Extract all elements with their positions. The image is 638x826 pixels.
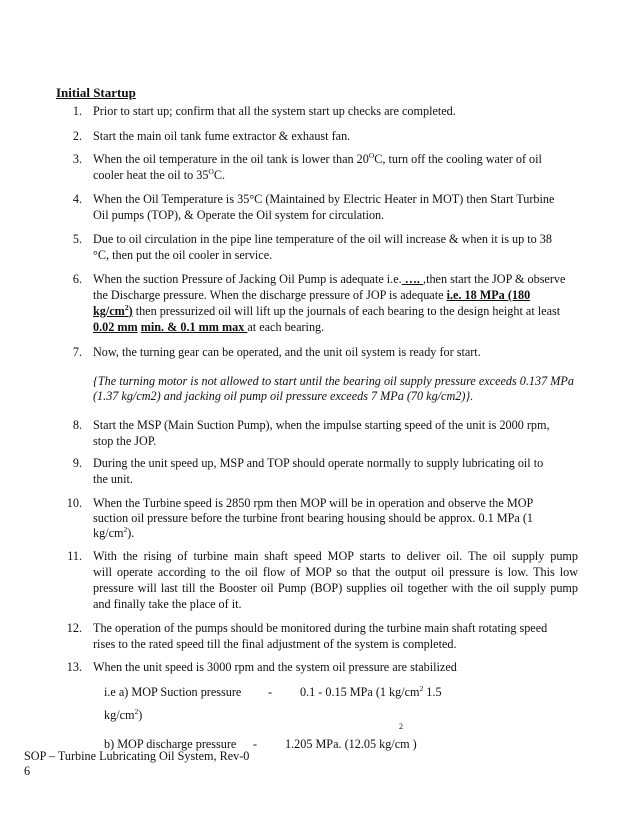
text-run: ) — [138, 708, 143, 722]
sub-item-value: 1.205 MPa. (12.05 kg/cm ) — [285, 737, 417, 751]
emphasis-value: i.e. 18 MPa (180 — [446, 288, 531, 302]
italic-note: (1.37 kg/cm2) and jacking oil pump oil pressure exceeds 7 MPa (70 kg/cm2)}. — [93, 389, 474, 403]
text-run: ) — [128, 304, 133, 318]
item-text: °C, then put the oil cooler in service. — [93, 248, 273, 262]
page-number: 6 — [24, 764, 31, 778]
item-text — [93, 288, 530, 303]
item-number: 11. — [67, 549, 82, 563]
text-run: kg/cm — [93, 304, 125, 318]
item-text: will operate according to the oil flow of MOP so that the output oil pressure is low. This low — [93, 565, 578, 579]
text-run: 1.5 — [423, 685, 442, 699]
text-run: C, turn off the cooling water of oil — [374, 152, 542, 166]
text-run: When the suction Pressure of Jacking Oil Pump is adequate i.e. — [93, 272, 402, 286]
text-run: ). — [127, 526, 135, 540]
text-run: 0.1 - 0.15 MPa (1 kg/cm — [300, 685, 420, 699]
text-run: cooler heat the oil to 35 — [93, 168, 209, 182]
text-run: then pressurized oil will lift up the journals of each bearing to the design height at least — [132, 304, 561, 318]
item-text: Start the MSP (Main Suction Pump), when the impulse starting speed of the unit is 2000 rpm, — [93, 418, 550, 432]
blank-value: …. — [401, 272, 424, 286]
item-number: 8. — [72, 418, 82, 432]
item-text: Now, the turning gear can be operated, and the unit oil system is ready for start. — [93, 345, 481, 359]
section-heading: Initial Startup — [56, 85, 136, 100]
footer-title: SOP – Turbine Lubricating Oil System, Rev-0 — [24, 749, 250, 763]
superscript: 2 — [123, 524, 128, 534]
item-text — [93, 168, 225, 183]
item-number: 1. — [72, 104, 82, 118]
text-run: at each bearing. — [247, 320, 325, 334]
item-number: 9. — [72, 456, 82, 470]
italic-note: {The turning motor is not allowed to start until the bearing oil supply pressure exceeds 0.137 MPa — [93, 374, 574, 388]
text-run: ,then start the JOP & observe — [423, 272, 566, 286]
emphasis-value — [93, 304, 133, 318]
item-text — [93, 304, 560, 319]
item-number: 5. — [72, 232, 82, 246]
item-number: 10. — [66, 496, 82, 510]
item-text: With the rising of turbine main shaft speed MOP starts to deliver oil. The oil supply pump — [93, 549, 578, 563]
item-text: rises to the rated speed till the final adjustment of the system is completed. — [93, 637, 457, 651]
item-text: and finally take the place of it. — [93, 597, 242, 611]
item-text: When the Oil Temperature is 35°C (Maintained by Electric Heater in MOT) then Start Turbine — [93, 192, 555, 206]
sub-item-label: i.e a) MOP Suction pressure — [104, 685, 242, 699]
item-number: 2. — [72, 129, 82, 143]
item-text: When the unit speed is 3000 rpm and the system oil pressure are stabilized — [93, 660, 457, 674]
text-run: kg/cm — [104, 708, 135, 722]
superscript: 2 — [134, 706, 139, 716]
item-text — [93, 272, 565, 287]
item-text: Start the main oil tank fume extractor & exhaust fan. — [93, 129, 351, 143]
sub-item-label: b) MOP discharge pressure — [104, 737, 237, 751]
superscript: 2 — [419, 683, 424, 693]
item-text — [93, 526, 134, 541]
item-number: 12. — [66, 621, 82, 635]
item-text: Oil pumps (TOP), & Operate the Oil system for circulation. — [93, 208, 385, 222]
emphasis-value: 0.02 mm — [93, 320, 138, 334]
dash: - — [268, 685, 273, 699]
superscript: O — [368, 150, 375, 160]
emphasis-value: min. & 0.1 mm max — [140, 320, 248, 334]
item-text: The operation of the pumps should be monitored during the turbine main shaft rotating speed — [93, 621, 548, 635]
item-number: 3. — [72, 152, 82, 166]
item-text — [93, 152, 542, 167]
item-text: pressure will last till the Booster oil Pump (BOP) supplies oil together with the oil supply pump — [93, 581, 578, 595]
item-text: stop the JOP. — [93, 434, 157, 448]
item-number: 6. — [72, 272, 82, 286]
text-run: C. — [213, 168, 226, 182]
stray-superscript: 2 — [399, 722, 403, 731]
item-number: 7. — [72, 345, 82, 359]
item-text: When the Turbine speed is 2850 rpm then MOP will be in operation and observe the MOP — [93, 496, 534, 510]
item-number: 13. — [66, 660, 82, 674]
superscript: O — [208, 166, 214, 176]
item-text — [93, 320, 324, 335]
text-run: When the oil temperature in the oil tank is lower than 20 — [93, 152, 369, 166]
text-run: kg/cm — [93, 526, 124, 540]
item-text: the unit. — [93, 472, 133, 486]
item-text: suction oil pressure before the turbine front bearing housing should be approx. 0.1 MPa (1 — [93, 511, 534, 525]
sub-item-value — [104, 708, 142, 723]
item-text: Prior to start up; confirm that all the system start up checks are completed. — [93, 104, 456, 118]
item-number: 4. — [72, 192, 82, 206]
item-text: During the unit speed up, MSP and TOP should operate normally to supply lubricating oil to — [93, 456, 544, 470]
text-run: the Discharge pressure. When the discharge pressure of JOP is adequate — [93, 288, 447, 302]
superscript: 2 — [124, 302, 129, 312]
sub-item-value — [300, 685, 442, 700]
item-text: Due to oil circulation in the pipe line temperature of the oil will increase & when it is up to 38 — [93, 232, 552, 246]
dash: - — [253, 737, 258, 751]
